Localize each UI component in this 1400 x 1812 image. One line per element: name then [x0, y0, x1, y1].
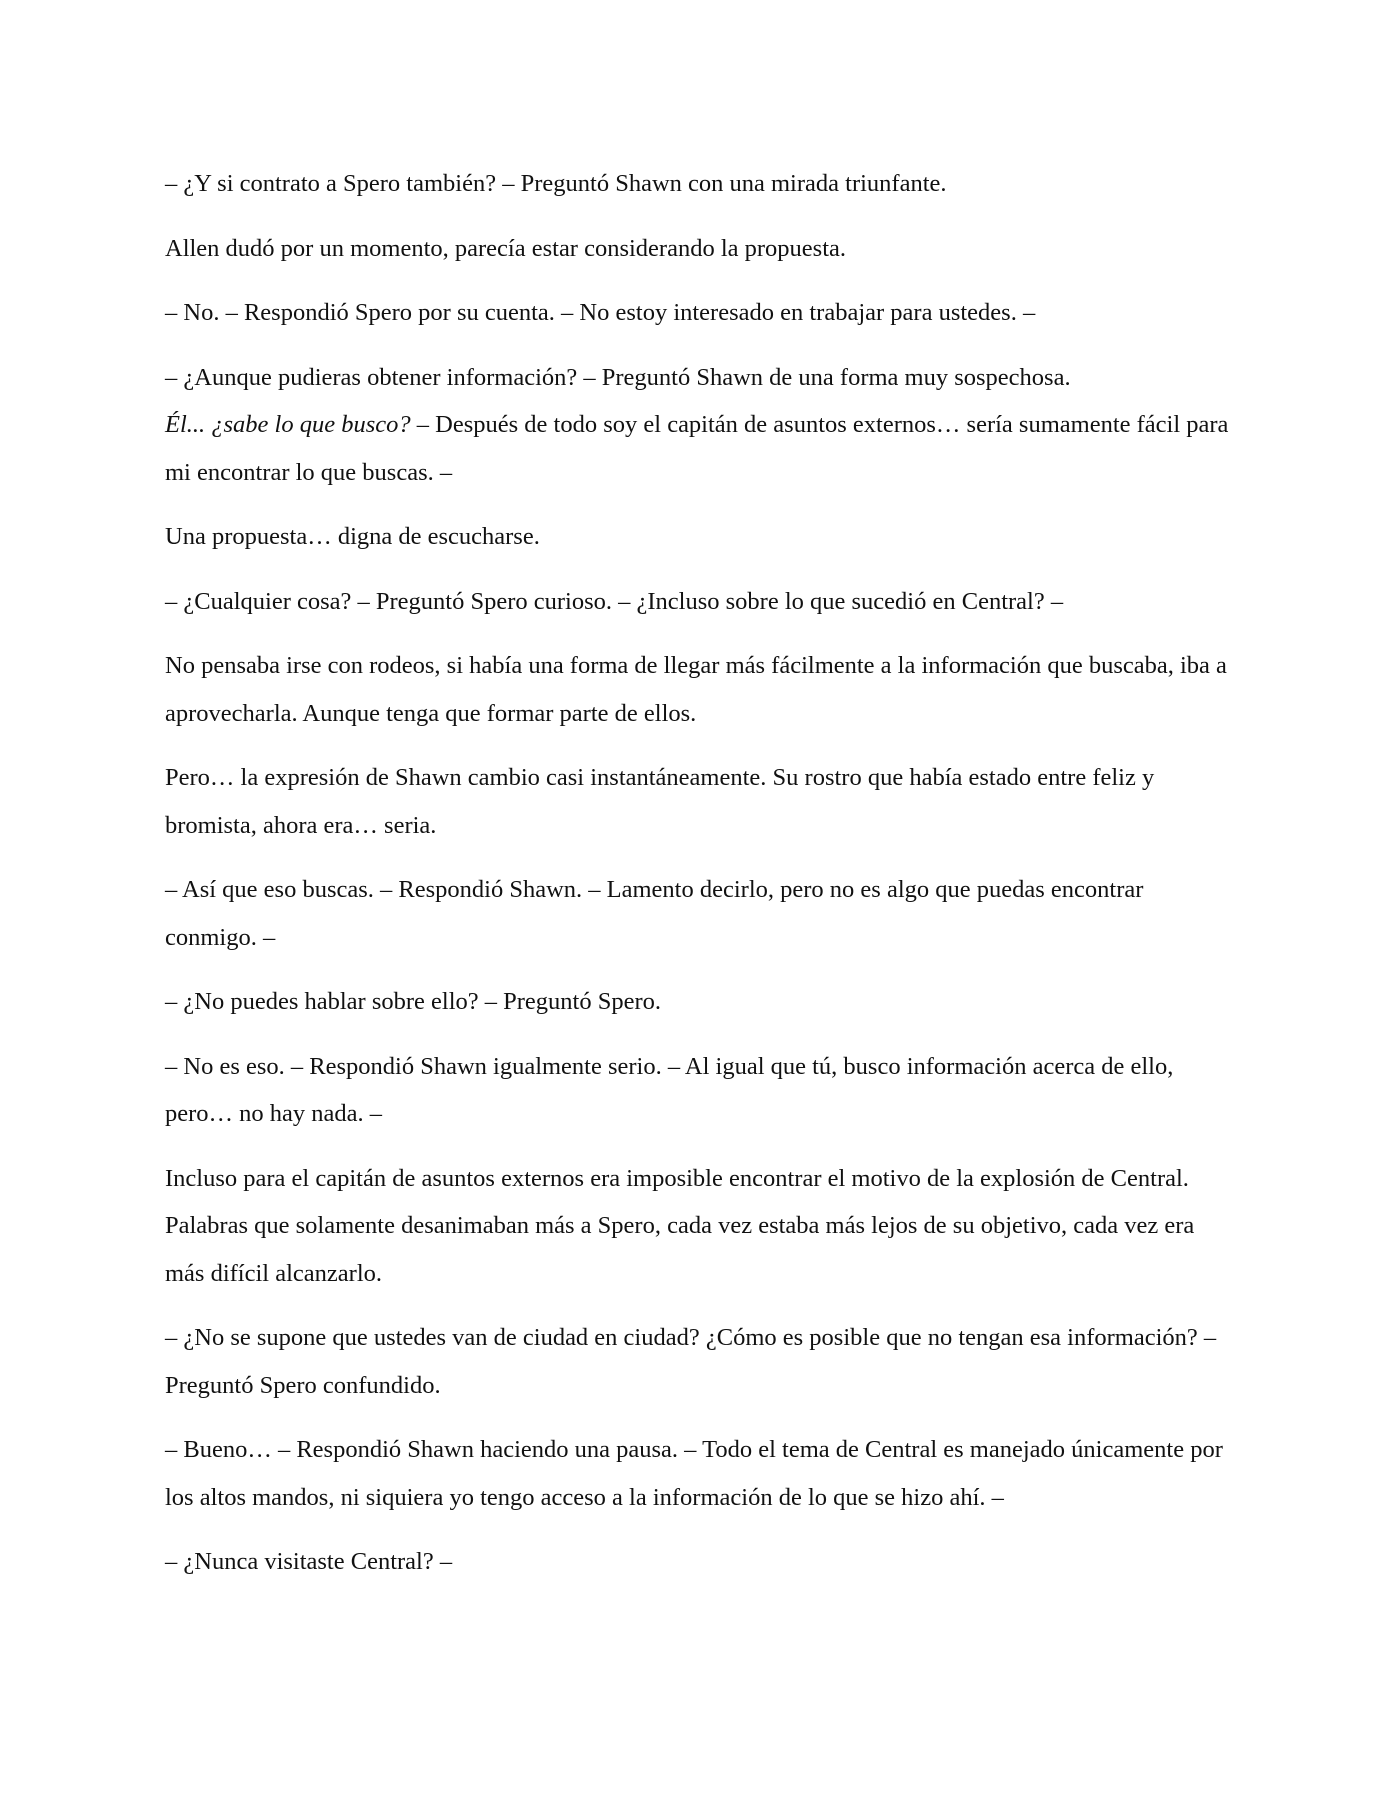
paragraph: Una propuesta… digna de escucharse. [165, 523, 540, 550]
italic-thought: Él... ¿sabe lo que busco? [165, 411, 411, 438]
paragraph [165, 401, 1235, 496]
paragraph: – Bueno… – Respondió Shawn haciendo una pausa. – Todo el tema de Central es manejado únicamente por los altos mandos, ni siquiera yo tengo acceso a la información de lo que se hizo ahí. – [165, 1436, 1223, 1511]
paragraph: – ¿No se supone que ustedes van de ciudad en ciudad? ¿Cómo es posible que no tengan esa información? – Preguntó Spero confundido. [165, 1324, 1217, 1399]
paragraph: – No. – Respondió Spero por su cuenta. – No estoy interesado en trabajar para ustedes. – [165, 299, 1036, 326]
paragraph: Incluso para el capitán de asuntos externos era imposible encontrar el motivo de la explosión de Central. Palabras que solamente desanimaban más a Spero, cada vez estaba más lejos de su objetivo, cada vez era más difícil alcanzarlo. [165, 1164, 1195, 1287]
paragraph: – ¿Aunque pudieras obtener información? – Preguntó Shawn de una forma muy sospechosa. [165, 363, 1071, 391]
paragraph: – ¿No puedes hablar sobre ello? – Preguntó Spero. [165, 988, 661, 1015]
paragraph: Pero… la expresión de Shawn cambio casi instantáneamente. Su rostro que había estado entre feliz y bromista, ahora era… seria. [165, 764, 1155, 839]
paragraph: – ¿Nunca visitaste Central? – [165, 1548, 453, 1575]
paragraph: – ¿Cualquier cosa? – Preguntó Spero curioso. – ¿Incluso sobre lo que sucedió en Central? – [165, 587, 1064, 615]
paragraph: Allen dudó por un momento, parecía estar considerando la propuesta. [165, 234, 847, 262]
paragraph: – No es eso. – Respondió Shawn igualmente serio. – Al igual que tú, busco información acerca de ello, pero… no hay nada. – [165, 1052, 1174, 1127]
document-body [165, 160, 1235, 1603]
paragraph: – Así que eso buscas. – Respondió Shawn. – Lamento decirlo, pero no es algo que puedas encontrar conmigo. – [165, 876, 1144, 951]
paragraph: – ¿Y si contrato a Spero también? – Preguntó Shawn con una mirada triunfante. [165, 170, 947, 197]
paragraph-text: – Después de todo soy el capitán de asuntos externos… sería sumamente fácil para mi encontrar lo que buscas. – [165, 411, 1229, 486]
paragraph: No pensaba irse con rodeos, si había una forma de llegar más fácilmente a la información que buscaba, iba a aprovecharla. Aunque tenga que formar parte de ellos. [165, 652, 1227, 727]
